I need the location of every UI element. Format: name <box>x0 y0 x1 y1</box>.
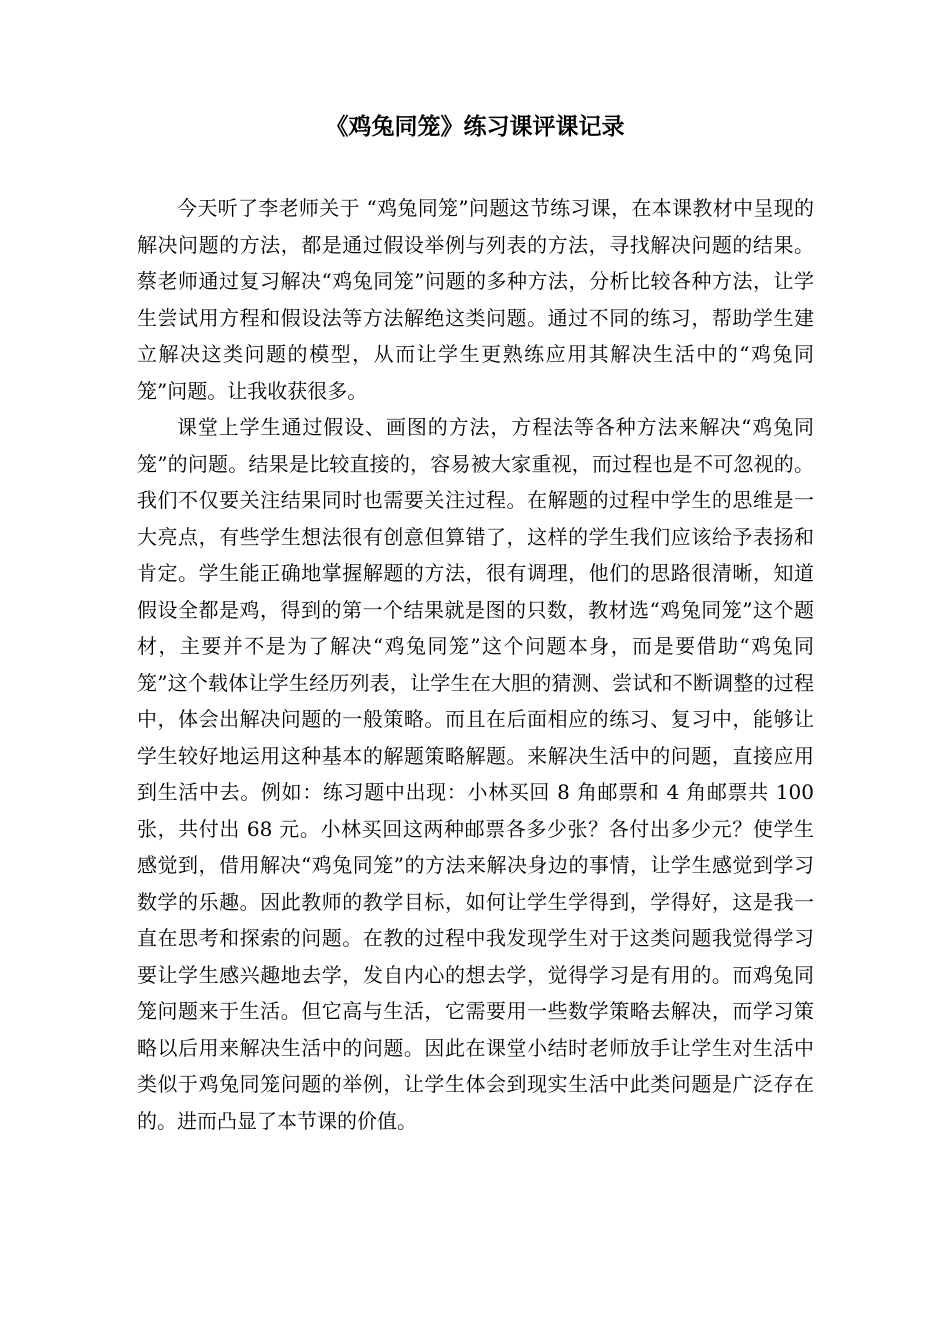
document-title: 《鸡兔同笼》练习课评课记录 <box>325 114 625 140</box>
document-body <box>137 190 814 1139</box>
paragraph-2: 课堂上学生通过假设、画图的方法，方程法等各种方法来解决“鸡兔同笼”的问题。结果是比较直接的，容易被大家重视，而过程也是不可忽视的。我们不仅要关注结果同时也需要关注过程。在解题的过程中学生的思维是一大亮点，有些学生想法很有创意但算错了，这样的学生我们应该给予表扬和肯定。学生能正确地掌握解题的方法，很有调理，他们的思路很清晰，知道假设全都是鸡，得到的第一个结果就是图的只数，教材选“鸡兔同笼”这个题材，主要并不是为了解决“鸡兔同笼”这个问题本身，而是要借助“鸡兔同笼”这个载体让学生经历列表，让学生在大胆的猜测、尝试和不断调整的过程中，体会出解决问题的一般策略。而且在后面相应的练习、复习中，能够让学生较好地运用这种基本的解题策略解题。来解决生活中的问题，直接应用到生活中去。例如：练习题中出现：小林买回 8 角邮票和 4 角邮票共 100 张，共付出 68 元。小林买回这两种邮票各多少张？各付出多少元？使学生感觉到，借用解决“鸡兔同笼”的方法来解决身边的事情，让学生感觉到学习数学的乐趣。因此教师的教学目标，如何让学生学得到，学得好，这是我一直在思考和探索的问题。在教的过程中我发现学生对于这类问题我觉得学习要让学生感兴趣地去学，发自内心的想去学，觉得学习是有用的。而鸡兔同笼问题来于生活。但它高与生活，它需要用一些数学策略去解决，而学习策略以后用来解决生活中的问题。因此在课堂小结时老师放手让学生对生活中类似于鸡兔同笼问题的举例，让学生体会到现实生活中此类问题是广泛存在的。进而凸显了本节课的价值。 <box>137 415 814 1133</box>
paragraph-1: 今天听了李老师关于 “鸡兔同笼”问题这节练习课，在本课教材中呈现的解决问题的方法，都是通过假设举例与列表的方法，寻找解决问题的结果。蔡老师通过复习解决“鸡兔同笼”问题的多种方法，分析比较各种方法，让学生尝试用方程和假设法等方法解绝这类问题。通过不同的练习，帮助学生建立解决这类问题的模型，从而让学生更熟练应用其解决生活中的“鸡兔同笼”问题。让我收获很多。 <box>137 196 814 403</box>
